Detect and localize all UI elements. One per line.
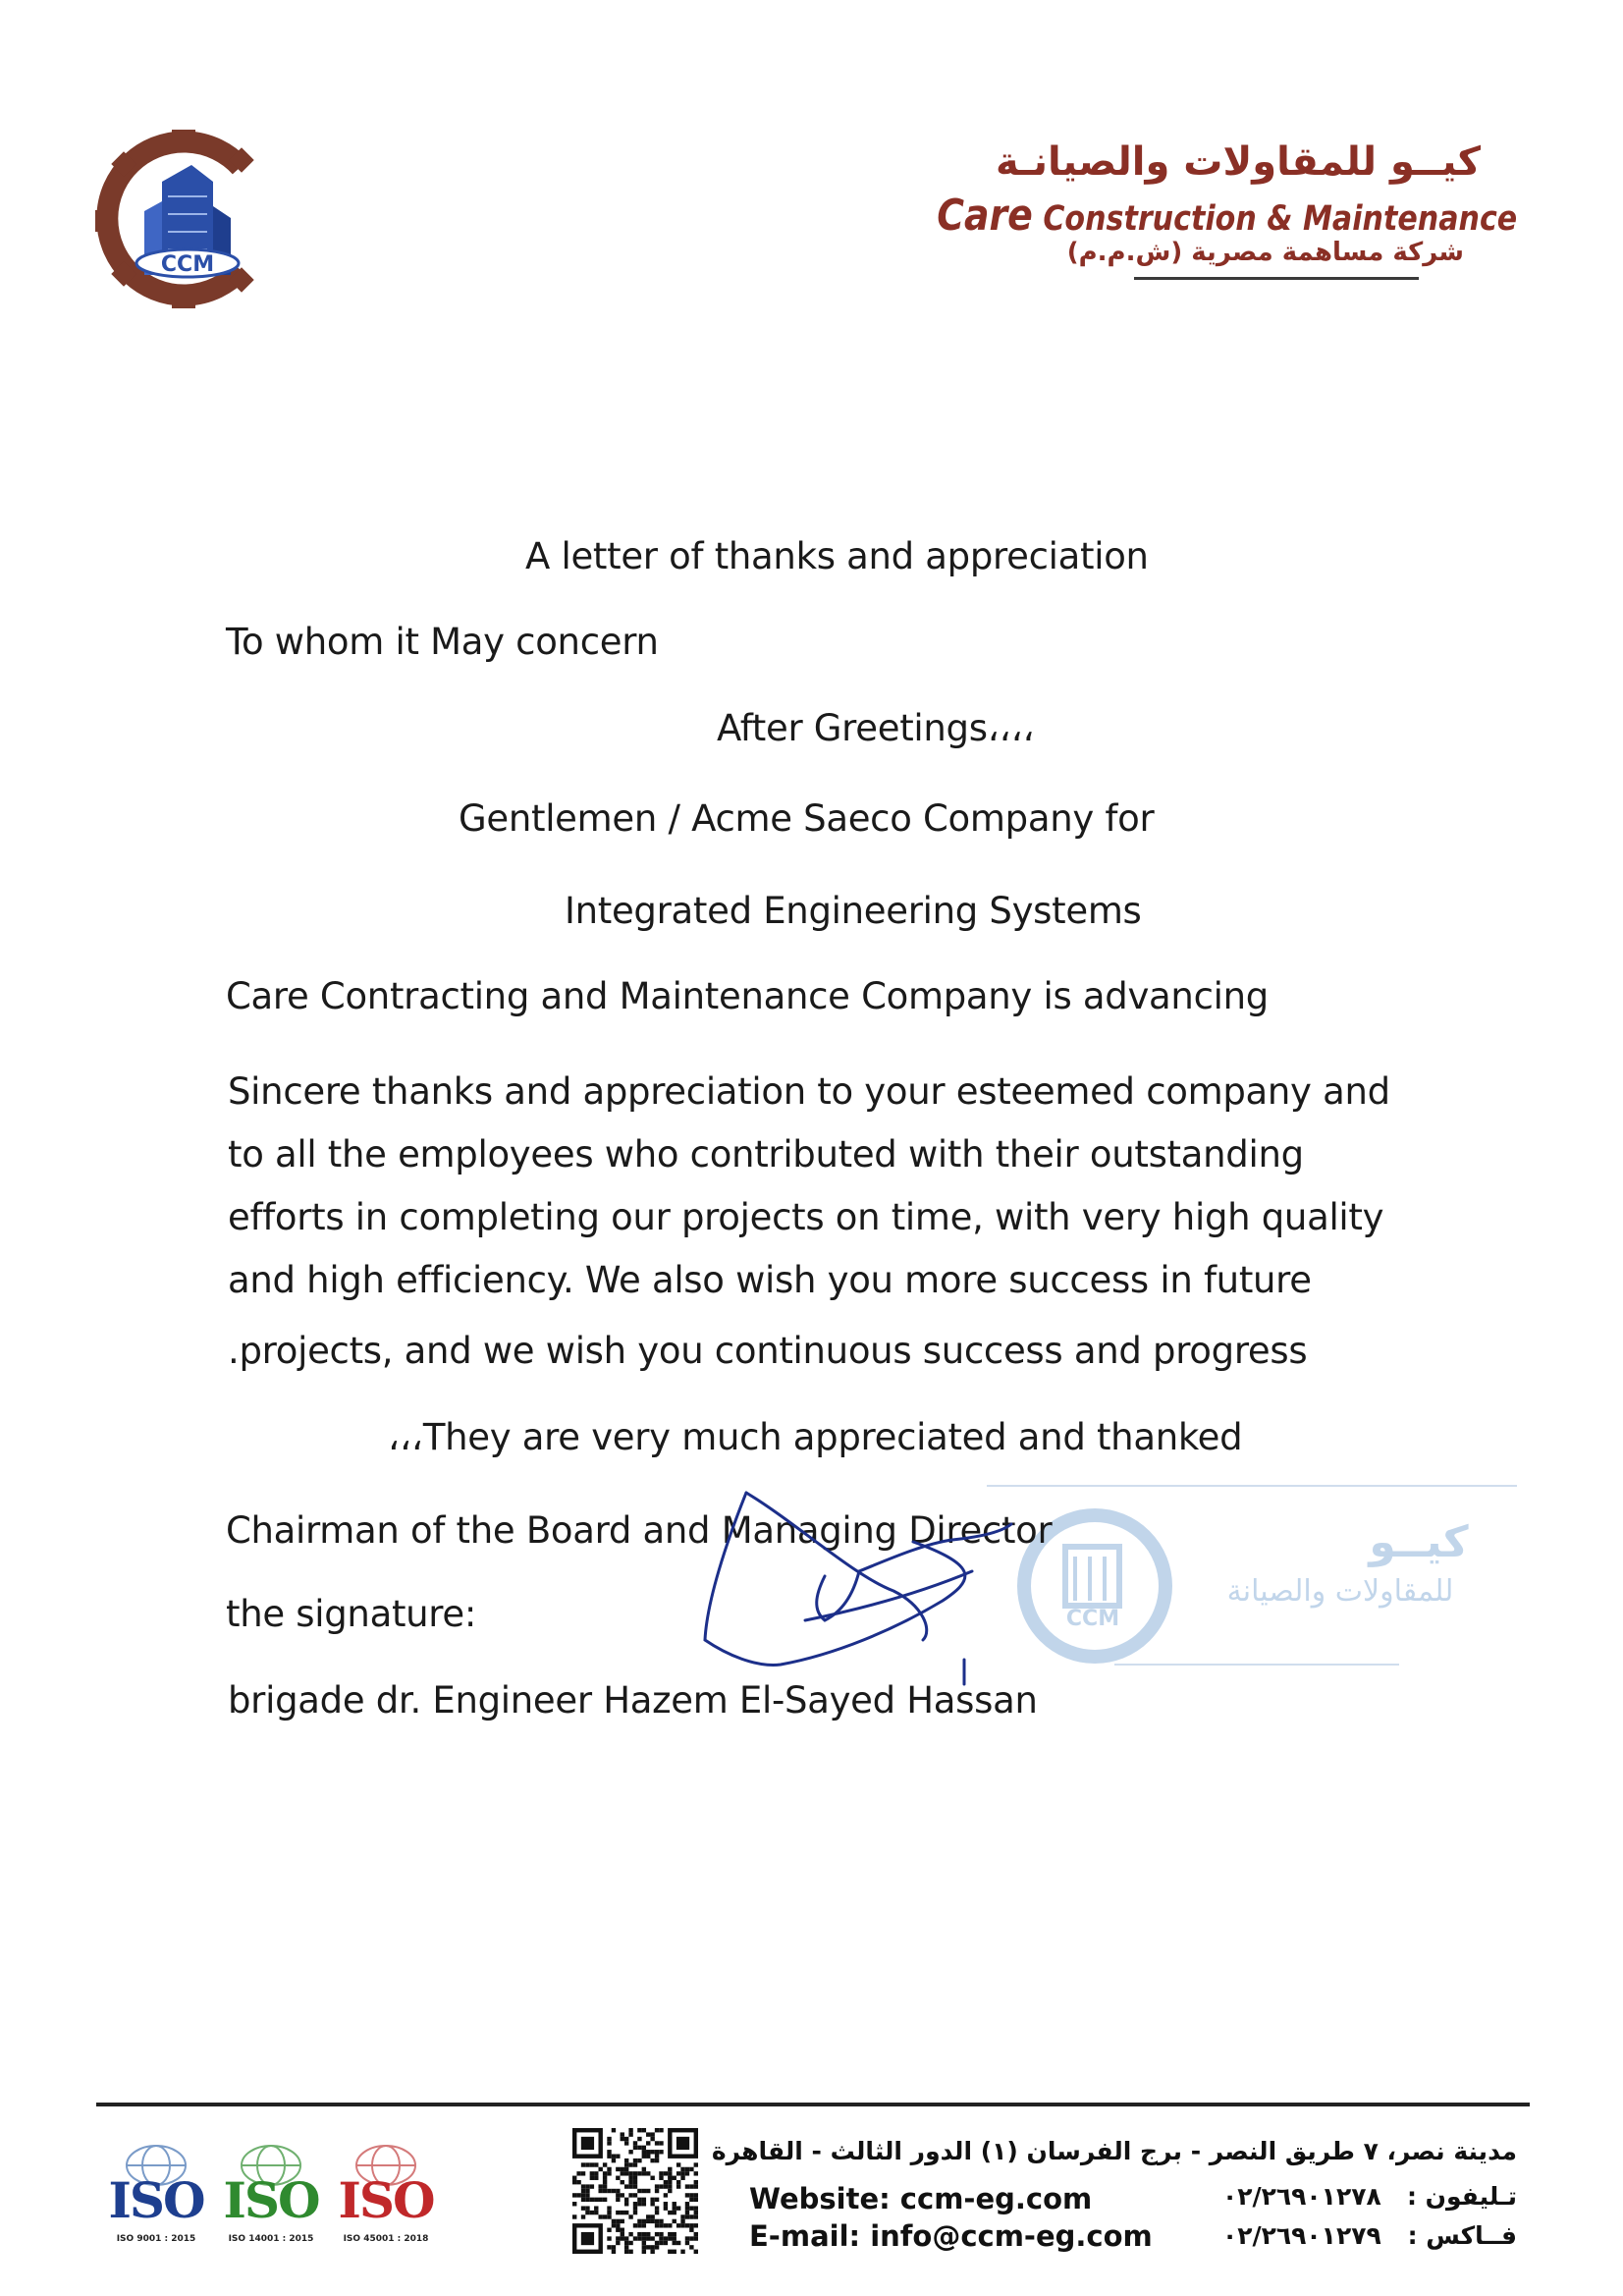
qr-code	[572, 2128, 698, 2254]
brand-underline	[1134, 277, 1419, 280]
iso-14001-badge	[218, 2144, 324, 2252]
brand-name-english	[937, 191, 1517, 241]
iso-45001-badge	[333, 2144, 439, 2252]
iso-standard: ISO 9001 : 2015	[116, 2234, 196, 2244]
body-line: Sincere thanks and appreciation to your esteemed company and	[228, 1070, 1390, 1113]
stamp-text-1: كيــو	[1369, 1517, 1469, 1567]
salutation-to-whom: To whom it May concern	[226, 621, 659, 663]
iso-label: ISO	[338, 2171, 434, 2229]
footer-phone-label: تـليفون :	[1406, 2182, 1517, 2211]
footer-fax-number: ٠٢/٢٦٩٠١٢٧٩	[1222, 2221, 1381, 2250]
ccm-logo	[93, 128, 275, 309]
body-line: and high efficiency. We also wish you more success in future	[228, 1259, 1312, 1301]
signatory-title: Chairman of the Board and Managing Director	[226, 1509, 1053, 1552]
closing-line: ،،،They are very much appreciated and thanked	[388, 1416, 1243, 1458]
footer-phone-number: ٠٢/٢٦٩٠١٢٧٨	[1222, 2182, 1381, 2211]
footer-fax-label: فــاكس :	[1407, 2221, 1517, 2250]
iso-9001-badge	[103, 2144, 209, 2252]
letter-body	[228, 1061, 1524, 1383]
logo-text: CCM	[160, 252, 215, 277]
stamp-logo-text: CCM	[1065, 1607, 1120, 1631]
iso-label: ISO	[108, 2171, 204, 2229]
iso-label: ISO	[223, 2171, 319, 2229]
handwritten-signature	[687, 1483, 1237, 1709]
body-line: to all the employees who contributed with their outstanding	[228, 1133, 1304, 1175]
signatory-name: brigade dr. Engineer Hazem El-Sayed Hassan	[228, 1679, 1038, 1722]
footer-email: E-mail: info@ccm-eg.com	[749, 2219, 1153, 2253]
iso-standard: ISO 45001 : 2018	[343, 2234, 429, 2244]
body-line: .projects, and we wish you continuous success and progress	[228, 1330, 1308, 1372]
addressee-line-1: Gentlemen / Acme Saeco Company for	[459, 797, 1155, 840]
brand-care-word: Care	[936, 191, 1033, 241]
letter-title: A letter of thanks and appreciation	[525, 535, 1149, 577]
stamp-text-2: للمقاولات والصيانة	[1226, 1574, 1454, 1609]
body-line: efforts in completing our projects on time, with very high quality	[228, 1196, 1384, 1238]
brand-subtitle-arabic: شركة مساهمة مصرية (ش.م.م)	[1066, 238, 1464, 267]
footer-website: Website: ccm-eg.com	[749, 2182, 1093, 2215]
signature-label: the signature:	[226, 1593, 477, 1635]
iso-standard: ISO 14001 : 2015	[228, 2234, 314, 2244]
addressee-line-2: Integrated Engineering Systems	[565, 890, 1142, 932]
brand-name-arabic: كيــو للمقاولات والصيانـة	[996, 139, 1481, 185]
brand-rest-words: Construction & Maintenance	[1043, 199, 1517, 239]
greeting-line: After Greetings،،،،	[717, 707, 1035, 749]
footer-divider	[96, 2103, 1530, 2106]
intro-line: Care Contracting and Maintenance Company is advancing	[226, 975, 1269, 1017]
footer-address: مدينة نصر، ٧ طريق النصر - برج الفرسان (١) الدور الثالث - القاهرة	[711, 2137, 1517, 2165]
